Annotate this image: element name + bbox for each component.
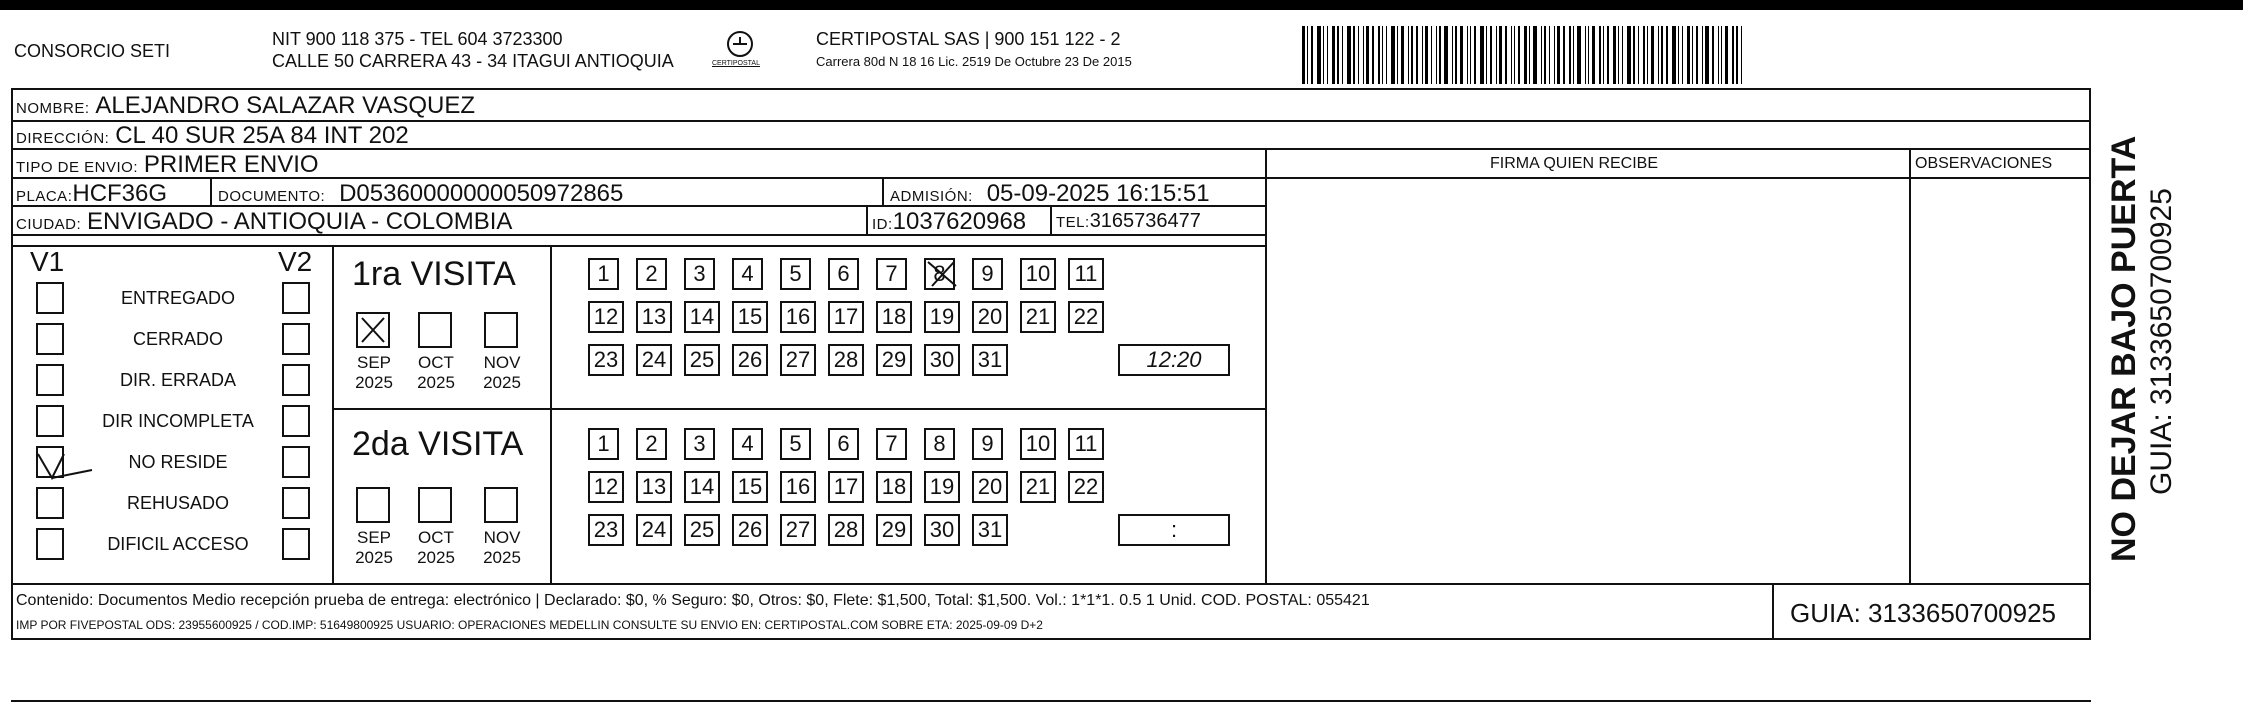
barcode-bar bbox=[1622, 26, 1623, 84]
barcode-bar bbox=[1342, 26, 1343, 84]
day-box[interactable]: 17 bbox=[828, 471, 864, 503]
month-checkbox[interactable] bbox=[356, 487, 390, 523]
admission-label: ADMISIÓN: bbox=[890, 188, 973, 205]
day-box[interactable]: 12 bbox=[588, 301, 624, 333]
day-box[interactable]: 1 bbox=[588, 428, 619, 460]
v1-checkbox[interactable] bbox=[36, 528, 64, 560]
barcode-bar bbox=[1592, 26, 1595, 84]
barcode-bar bbox=[1725, 26, 1728, 84]
day-box[interactable]: 24 bbox=[636, 344, 672, 376]
address-value: CL 40 SUR 25A 84 INT 202 bbox=[115, 122, 409, 149]
day-box[interactable]: 11 bbox=[1068, 428, 1104, 460]
day-box[interactable]: 19 bbox=[924, 471, 960, 503]
barcode-bar bbox=[1577, 26, 1581, 84]
barcode-bar bbox=[1687, 26, 1690, 84]
barcode-bar bbox=[1496, 26, 1497, 84]
day-box[interactable]: 10 bbox=[1020, 428, 1056, 460]
barcode-bar bbox=[1490, 26, 1492, 84]
bottom-rule bbox=[11, 700, 2091, 702]
day-box[interactable]: 18 bbox=[876, 471, 912, 503]
month-label: SEP bbox=[356, 528, 392, 547]
barcode-bar bbox=[1347, 26, 1351, 84]
month-label: SEP bbox=[356, 353, 392, 372]
barcode-bar bbox=[1666, 26, 1668, 84]
day-box[interactable]: 23 bbox=[588, 344, 624, 376]
plate-value: HCF36G bbox=[72, 180, 168, 207]
month-checkbox[interactable] bbox=[484, 487, 518, 523]
day-box[interactable]: 25 bbox=[684, 514, 720, 546]
status-label: ENTREGADO bbox=[120, 288, 235, 308]
certipostal-license: Carrera 80d N 18 16 Lic. 2519 De Octubre 23 De 2015 bbox=[816, 54, 1132, 69]
status-label: DIR. ERRADA bbox=[119, 370, 236, 390]
logo-caption: CERTIPOSTAL bbox=[712, 60, 760, 67]
barcode-bar bbox=[1678, 26, 1679, 84]
barcode-bar bbox=[1599, 26, 1601, 84]
first-visit-time[interactable]: 12:20 bbox=[1118, 344, 1230, 376]
plate-label: PLACA: bbox=[16, 188, 73, 205]
barcode-bar bbox=[1705, 26, 1709, 84]
v1-checkbox[interactable] bbox=[36, 487, 64, 519]
nit-line: NIT 900 118 375 - TEL 604 3723300 bbox=[272, 29, 563, 49]
v2-checkbox[interactable] bbox=[282, 487, 310, 519]
id-value: 1037620968 bbox=[892, 208, 1027, 235]
form-frame bbox=[11, 88, 2091, 640]
barcode-bar bbox=[1317, 26, 1321, 84]
barcode-bar bbox=[1505, 26, 1507, 84]
day-box[interactable]: 12 bbox=[588, 471, 624, 503]
year-label: 2025 bbox=[355, 373, 393, 392]
day-box[interactable]: 2 bbox=[636, 428, 667, 460]
day-box[interactable]: 26 bbox=[732, 514, 768, 546]
day-box[interactable]: 9 bbox=[972, 258, 1003, 290]
city-label: CIUDAD: bbox=[16, 216, 82, 233]
day-box[interactable]: 26 bbox=[732, 344, 768, 376]
barcode-bar bbox=[1436, 26, 1437, 84]
check-mark-icon bbox=[30, 448, 100, 488]
company-name: CONSORCIO SETI bbox=[14, 41, 171, 61]
barcode-bar bbox=[1638, 26, 1639, 84]
month-label: NOV bbox=[483, 528, 521, 547]
second-visit-time[interactable]: : bbox=[1118, 514, 1230, 546]
barcode-bar bbox=[1439, 26, 1441, 84]
company-address: CALLE 50 CARRERA 43 - 34 ITAGUI ANTIOQUIA bbox=[272, 51, 674, 71]
barcode-bar bbox=[1696, 26, 1698, 84]
barcode-bar bbox=[1721, 26, 1722, 84]
second-visit-title: 2da VISITA bbox=[352, 425, 524, 463]
tel-value: 3165736477 bbox=[1089, 210, 1201, 232]
barcode bbox=[1302, 26, 1936, 84]
day-box[interactable]: 21 bbox=[1020, 301, 1056, 333]
barcode-bar bbox=[1401, 26, 1404, 84]
day-box[interactable]: 14 bbox=[684, 301, 720, 333]
month-label: OCT bbox=[418, 353, 454, 372]
barcode-bar bbox=[1366, 26, 1369, 84]
footer-contents: Contenido: Documentos Medio recepción prueba de entrega: electrónico | Declarado: $0, % Seguro: $0, Otros: $0, Flete: $1,500, Total: $1,500. Vol.: 1*1*1. 0.5 1 Unid. COD. POSTAL: 055421 bbox=[16, 592, 1370, 609]
day-box[interactable]: 13 bbox=[636, 301, 672, 333]
footer-printing: IMP POR FIVEPOSTAL ODS: 23955600925 / COD.IMP: 51649800925 USUARIO: OPERACIONES MEDELLIN CONSULTE SU ENVIO EN: CERTIPOSTAL.COM SOBRE ETA: 2025-09-09 D+2 bbox=[16, 618, 1043, 632]
day-box[interactable]: 23 bbox=[588, 514, 624, 546]
barcode-bar bbox=[1386, 26, 1387, 84]
barcode-bar bbox=[1603, 26, 1604, 84]
year-label: 2025 bbox=[417, 548, 455, 567]
barcode-bar bbox=[1460, 26, 1463, 84]
barcode-bar bbox=[1563, 26, 1565, 84]
barcode-bar bbox=[1682, 26, 1683, 84]
barcode-bar bbox=[1332, 26, 1335, 84]
barcode-bar bbox=[1569, 26, 1571, 84]
barcode-bar bbox=[1486, 26, 1487, 84]
side-guia: GUIA: 3133650700925 bbox=[2145, 188, 2178, 495]
v1-checkbox[interactable] bbox=[36, 282, 64, 314]
status-label: CERRADO bbox=[132, 329, 223, 349]
day-box[interactable]: 4 bbox=[732, 258, 763, 290]
first-visit-title: 1ra VISITA bbox=[352, 255, 516, 293]
day-box[interactable]: 18 bbox=[876, 301, 912, 333]
barcode-bar bbox=[1651, 26, 1654, 84]
barcode-bar bbox=[1372, 26, 1374, 84]
shipping-label: TIPO DE ENVIO: bbox=[16, 159, 139, 176]
day-box[interactable]: 31 bbox=[972, 514, 1008, 546]
top-border bbox=[0, 0, 2243, 10]
status-label: REHUSADO bbox=[126, 493, 229, 513]
month-checkbox[interactable] bbox=[418, 487, 452, 523]
barcode-bar bbox=[1397, 26, 1398, 84]
v1-label: V1 bbox=[30, 246, 65, 277]
barcode-bar bbox=[1627, 26, 1631, 84]
day-box[interactable]: 20 bbox=[972, 301, 1008, 333]
barcode-bar bbox=[1618, 26, 1619, 84]
day-box[interactable]: 7 bbox=[876, 428, 907, 460]
status-label: NO RESIDE bbox=[128, 452, 228, 472]
barcode-bar bbox=[1307, 26, 1308, 84]
barcode-bar bbox=[1411, 26, 1413, 84]
day-box[interactable]: 21 bbox=[1020, 471, 1056, 503]
certipostal-logo bbox=[726, 30, 754, 58]
day-box[interactable]: 25 bbox=[684, 344, 720, 376]
day-box[interactable]: 11 bbox=[1068, 258, 1104, 290]
day-box[interactable]: 10 bbox=[1020, 258, 1056, 290]
day-box[interactable]: 29 bbox=[876, 514, 912, 546]
barcode-bar bbox=[1422, 26, 1423, 84]
day-box[interactable]: 15 bbox=[732, 471, 768, 503]
day-box[interactable]: 27 bbox=[780, 344, 816, 376]
day-box[interactable]: 19 bbox=[924, 301, 960, 333]
barcode-bar bbox=[1363, 26, 1364, 84]
v2-label: V2 bbox=[278, 246, 313, 277]
year-label: 2025 bbox=[417, 373, 455, 392]
day-box[interactable]: 15 bbox=[732, 301, 768, 333]
year-label: 2025 bbox=[483, 373, 521, 392]
barcode-bar bbox=[1732, 26, 1734, 84]
barcode-bar bbox=[1647, 26, 1648, 84]
barcode-bar bbox=[1431, 26, 1432, 84]
month-label: NOV bbox=[483, 353, 521, 372]
barcode-bar bbox=[1416, 26, 1418, 84]
signature-header: FIRMA QUIEN RECIBE bbox=[1490, 155, 1659, 172]
v1-checkbox[interactable] bbox=[36, 405, 64, 437]
barcode-bar bbox=[1444, 26, 1448, 84]
barcode-bar bbox=[1327, 26, 1328, 84]
barcode-bar bbox=[1470, 26, 1471, 84]
day-box[interactable]: 17 bbox=[828, 301, 864, 333]
barcode-bar bbox=[1518, 26, 1520, 84]
status-label: DIR INCOMPLETA bbox=[102, 411, 254, 431]
barcode-bar bbox=[1382, 26, 1383, 84]
barcode-bar bbox=[1524, 26, 1527, 84]
barcode-bar bbox=[1499, 26, 1502, 84]
barcode-bar bbox=[1588, 26, 1589, 84]
barcode-bar bbox=[1741, 26, 1742, 84]
barcode-bar bbox=[1353, 26, 1355, 84]
day-box[interactable]: 5 bbox=[780, 258, 811, 290]
day-box[interactable]: 1 bbox=[588, 258, 619, 290]
v2-checkbox[interactable] bbox=[282, 364, 310, 396]
barcode-bar bbox=[1712, 26, 1714, 84]
barcode-bar bbox=[1467, 26, 1468, 84]
barcode-bar bbox=[1557, 26, 1560, 84]
day-box[interactable]: 9 bbox=[972, 428, 1003, 460]
v2-checkbox[interactable] bbox=[282, 282, 310, 314]
barcode-bar bbox=[1425, 26, 1428, 84]
barcode-bar bbox=[1474, 26, 1476, 84]
status-label: DIFICIL ACCESO bbox=[107, 534, 249, 554]
barcode-bar bbox=[1378, 26, 1380, 84]
day-box[interactable]: 4 bbox=[732, 428, 763, 460]
day-box[interactable]: 20 bbox=[972, 471, 1008, 503]
barcode-bar bbox=[1573, 26, 1574, 84]
day-box[interactable]: 16 bbox=[780, 301, 816, 333]
day-box[interactable]: 6 bbox=[828, 258, 859, 290]
day-box[interactable]: 28 bbox=[828, 344, 864, 376]
cross-mark-icon bbox=[922, 256, 962, 292]
barcode-bar bbox=[1529, 26, 1530, 84]
certipostal-info: CERTIPOSTAL SAS | 900 151 122 - 2 bbox=[816, 29, 1121, 49]
barcode-bar bbox=[1541, 26, 1542, 84]
footer-guia: GUIA: 3133650700925 bbox=[1790, 598, 2056, 628]
v2-checkbox[interactable] bbox=[282, 528, 310, 560]
month-checkbox[interactable] bbox=[484, 312, 518, 348]
barcode-bar bbox=[1692, 26, 1693, 84]
barcode-bar bbox=[1544, 26, 1546, 84]
v2-checkbox[interactable] bbox=[282, 323, 310, 355]
month-checkbox[interactable] bbox=[418, 312, 452, 348]
day-box[interactable]: 2 bbox=[636, 258, 667, 290]
barcode-bar bbox=[1311, 26, 1313, 84]
barcode-bar bbox=[1323, 26, 1324, 84]
barcode-bar bbox=[1718, 26, 1719, 84]
city-value: ENVIGADO - ANTIOQUIA - COLOMBIA bbox=[87, 208, 513, 235]
year-label: 2025 bbox=[483, 548, 521, 567]
address-label: DIRECCIÓN: bbox=[16, 130, 110, 147]
day-box[interactable]: 27 bbox=[780, 514, 816, 546]
year-label: 2025 bbox=[355, 548, 393, 567]
barcode-bar bbox=[1302, 26, 1305, 84]
day-box[interactable]: 3 bbox=[684, 258, 715, 290]
day-box[interactable]: 28 bbox=[828, 514, 864, 546]
day-box[interactable]: 30 bbox=[924, 344, 960, 376]
day-box[interactable]: 6 bbox=[828, 428, 859, 460]
day-box[interactable]: 13 bbox=[636, 471, 672, 503]
barcode-bar bbox=[1643, 26, 1645, 84]
barcode-bar bbox=[1533, 26, 1537, 84]
document-label: DOCUMENTO: bbox=[218, 188, 326, 205]
day-box[interactable]: 29 bbox=[876, 344, 912, 376]
barcode-bar bbox=[1613, 26, 1616, 84]
name-value: ALEJANDRO SALAZAR VASQUEZ bbox=[95, 92, 476, 119]
day-box[interactable]: 8 bbox=[924, 428, 955, 460]
month-label: OCT bbox=[418, 528, 454, 547]
observations-header: OBSERVACIONES bbox=[1915, 155, 2053, 172]
day-box[interactable]: 7 bbox=[876, 258, 907, 290]
no-under-door-warning: NO DEJAR BAJO PUERTA bbox=[2105, 135, 2143, 562]
barcode-bar bbox=[1549, 26, 1550, 84]
day-box[interactable]: 22 bbox=[1068, 471, 1104, 503]
barcode-bar bbox=[1607, 26, 1609, 84]
barcode-bar bbox=[1480, 26, 1484, 84]
id-label: ID: bbox=[872, 216, 893, 233]
barcode-bar bbox=[1585, 26, 1586, 84]
v1-checkbox[interactable] bbox=[36, 323, 64, 355]
v1-checkbox[interactable] bbox=[36, 364, 64, 396]
cross-mark-icon bbox=[358, 314, 388, 346]
day-box[interactable]: 3 bbox=[684, 428, 715, 460]
day-box[interactable]: 14 bbox=[684, 471, 720, 503]
v2-checkbox[interactable] bbox=[282, 446, 310, 478]
barcode-bar bbox=[1408, 26, 1409, 84]
barcode-bar bbox=[1554, 26, 1555, 84]
barcode-bar bbox=[1672, 26, 1676, 84]
barcode-bar bbox=[1633, 26, 1635, 84]
day-box[interactable]: 22 bbox=[1068, 301, 1104, 333]
day-box[interactable]: 31 bbox=[972, 344, 1008, 376]
barcode-bar bbox=[1455, 26, 1457, 84]
day-box[interactable]: 8 bbox=[924, 258, 955, 290]
barcode-bar bbox=[1514, 26, 1515, 84]
barcode-bar bbox=[1452, 26, 1453, 84]
day-box[interactable]: 5 bbox=[780, 428, 811, 460]
day-box[interactable]: 30 bbox=[924, 514, 960, 546]
barcode-bar bbox=[1702, 26, 1703, 84]
shipping-value: PRIMER ENVIO bbox=[143, 151, 319, 178]
name-label: NOMBRE: bbox=[16, 100, 90, 117]
barcode-bar bbox=[1658, 26, 1659, 84]
v2-checkbox[interactable] bbox=[282, 405, 310, 437]
barcode-bar bbox=[1391, 26, 1395, 84]
admission-value: 05-09-2025 16:15:51 bbox=[986, 180, 1210, 207]
barcode-bar bbox=[1511, 26, 1512, 84]
barcode-bar bbox=[1661, 26, 1663, 84]
barcode-bar bbox=[1358, 26, 1359, 84]
barcode-bar bbox=[1736, 26, 1738, 84]
document-value: D05360000000050972865 bbox=[339, 180, 624, 207]
day-box[interactable]: 24 bbox=[636, 514, 672, 546]
tel-label: TEL: bbox=[1056, 214, 1090, 231]
barcode-bar bbox=[1337, 26, 1339, 84]
day-box[interactable]: 16 bbox=[780, 471, 816, 503]
